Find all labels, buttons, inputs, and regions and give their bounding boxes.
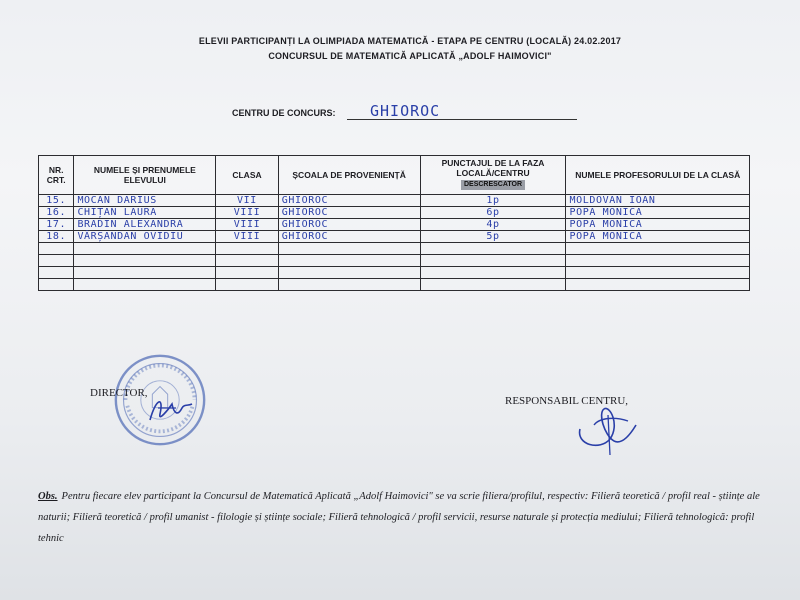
cell-punctaj: 1p [420, 195, 566, 207]
cell-punctaj [420, 279, 566, 291]
cell-scoala [278, 255, 420, 267]
cell-punctaj [420, 255, 566, 267]
table-row [39, 279, 750, 291]
responsabil-label: RESPONSABIL CENTRU, [505, 395, 629, 407]
cell-nr: 18. [39, 231, 74, 243]
cell-scoala [278, 267, 420, 279]
table-row [39, 243, 750, 255]
cell-profesor: MOLDOVAN IOAN [566, 195, 750, 207]
cell-profesor: POPA MONICA [566, 219, 750, 231]
cell-nume [74, 243, 216, 255]
cell-nume [74, 267, 216, 279]
table-header-row [39, 156, 750, 195]
cell-scoala: GHIOROC [278, 207, 420, 219]
cell-clasa: VIII [216, 231, 279, 243]
centru-concurs [232, 102, 592, 120]
cell-nr: 15. [39, 195, 74, 207]
cell-profesor: POPA MONICA [566, 231, 750, 243]
cell-nr [39, 255, 74, 267]
cell-punctaj [420, 243, 566, 255]
cell-nume [74, 255, 216, 267]
table-row [39, 207, 750, 219]
cell-nume: BRADIN ALEXANDRA [74, 219, 216, 231]
cell-clasa: VIII [216, 219, 279, 231]
cell-nume: MOCAN DARIUS [74, 195, 216, 207]
cell-scoala: GHIOROC [278, 195, 420, 207]
cell-scoala: GHIOROC [278, 231, 420, 243]
cell-scoala [278, 243, 420, 255]
cell-profesor [566, 255, 750, 267]
obs-label: Obs. [38, 491, 58, 502]
cell-clasa [216, 267, 279, 279]
observation-note [38, 486, 778, 549]
header-nume: NUMELE ȘI PRENUMELE ELEVULUI [74, 156, 216, 195]
header-nr: NR. CRT. [39, 156, 74, 195]
cell-punctaj: 6p [420, 207, 566, 219]
cell-scoala: GHIOROC [278, 219, 420, 231]
director-signature [138, 390, 198, 430]
document-header [120, 34, 700, 64]
cell-profesor: POPA MONICA [566, 207, 750, 219]
table-row [39, 267, 750, 279]
table-row [39, 231, 750, 243]
obs-text: Pentru fiecare elev participant la Concursul de Matematică Aplicată „Adolf Haimovici" se va scrie filiera/profilul, respectiv: Filieră teoretică / profil real - științe ale naturii; Filieră teoretică / profil umanist - filologie și științe sociale; Filieră tehnologică / profil servicii, resurse naturale și protecția mediului; Filieră tehnologică: profil tehnic [38, 491, 760, 544]
table-body [39, 195, 750, 291]
descrescator-badge: DESCRESCATOR [461, 180, 525, 190]
cell-profesor [566, 243, 750, 255]
participants-table [38, 155, 750, 291]
director-label: DIRECTOR, [90, 387, 148, 399]
cell-nr: 17. [39, 219, 74, 231]
cell-scoala [278, 279, 420, 291]
centru-value: GHIOROC [370, 102, 441, 120]
cell-clasa: VIII [216, 207, 279, 219]
cell-nr [39, 243, 74, 255]
cell-nume [74, 279, 216, 291]
header-line-1: ELEVII PARTICIPANȚI LA OLIMPIADA MATEMATICĂ - ETAPA PE CENTRU (LOCALĂ) 24.02.2017 [198, 36, 622, 46]
cell-nume: VÂRȘANDAN OVIDIU [74, 231, 216, 243]
centru-label: CENTRU DE CONCURS: [232, 108, 336, 118]
cell-nr [39, 279, 74, 291]
cell-profesor [566, 279, 750, 291]
header-line-2: CONCURSUL DE MATEMATICĂ APLICATĂ „ADOLF HAIMOVICI" [268, 51, 552, 61]
cell-profesor [566, 267, 750, 279]
cell-clasa [216, 243, 279, 255]
table-row [39, 219, 750, 231]
header-punctaj [420, 156, 566, 195]
table-row [39, 195, 750, 207]
cell-punctaj [420, 267, 566, 279]
header-scoala: ȘCOALA DE PROVENIENȚĂ [278, 156, 420, 195]
responsabil-signature [570, 395, 645, 457]
cell-nr [39, 267, 74, 279]
cell-punctaj: 4p [420, 219, 566, 231]
cell-clasa [216, 279, 279, 291]
table-row [39, 255, 750, 267]
header-profesor: NUMELE PROFESORULUI DE LA CLASĂ [566, 156, 750, 195]
cell-nr: 16. [39, 207, 74, 219]
cell-clasa [216, 255, 279, 267]
cell-punctaj: 5p [420, 231, 566, 243]
cell-nume: CHIȚAN LAURA [74, 207, 216, 219]
header-clasa: CLASA [216, 156, 279, 195]
header-punctaj-label: PUNCTAJUL DE LA FAZA LOCALĂ/CENTRU [441, 158, 545, 178]
cell-clasa: VII [216, 195, 279, 207]
